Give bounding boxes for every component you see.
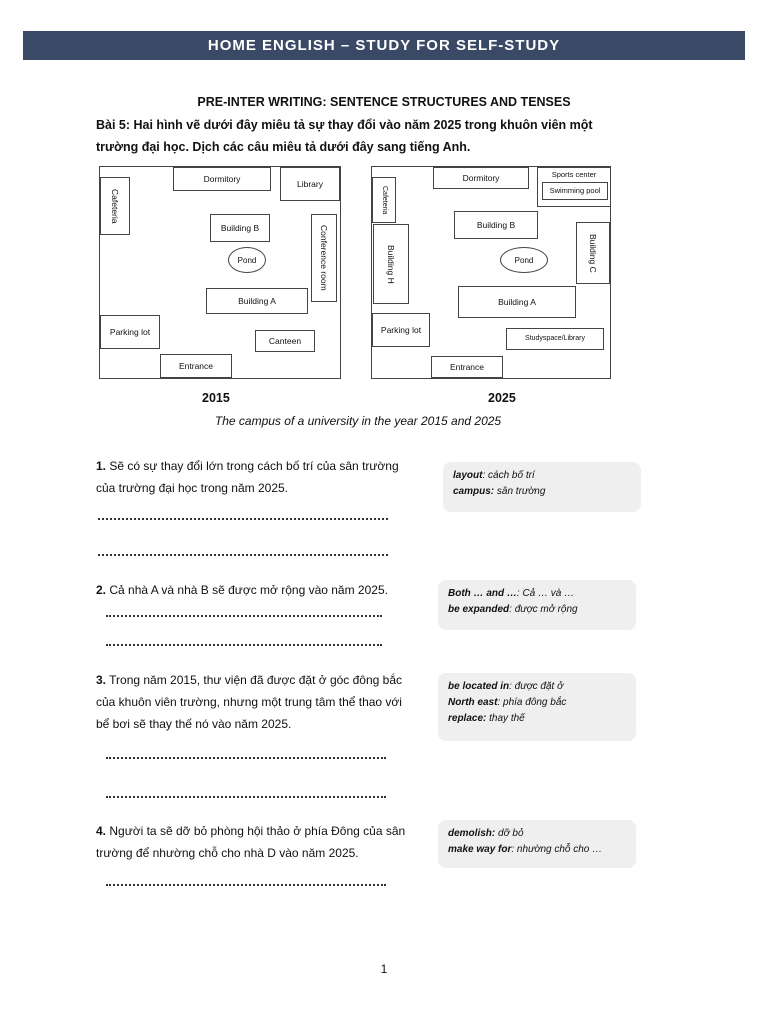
building-a: Building A [206,288,308,314]
conference-room: Conference room [311,214,337,302]
building-b: Building B [454,211,538,239]
question-text: Trong năm 2015, thư viện đã được đặt ở góc đông bắc của khuôn viên trường, nhưng một trung tâm thể thao với bể bơi sẽ thay thế nó vào năm 2025. [96,673,403,731]
swimming-pool: Swimming pool [542,182,608,200]
pond: Pond [228,247,266,273]
hint-line: demolish: dỡ bỏ [448,828,524,839]
canteen: Canteen [255,330,315,352]
question-text: Sẽ có sự thay đổi lớn trong cách bố trí của sân trường của trường đại học trong năm 2025. [96,459,399,495]
vocab-hint-box [438,673,636,741]
answer-line[interactable] [106,644,382,646]
hint-line: replace: thay thế [448,713,525,724]
vocab-hint-box [438,580,636,630]
answer-line[interactable] [106,796,386,798]
page-number: 1 [380,962,388,976]
vocab-hint-box [443,462,641,512]
answer-line[interactable] [106,757,386,759]
hint-line: be located in: được đặt ở [448,681,564,692]
question-4 [96,820,416,864]
year-2015-label: 2015 [202,391,230,405]
parking-lot: Parking lot [100,315,160,349]
worksheet-title: PRE-INTER WRITING: SENTENCE STRUCTURES AND TENSES [197,95,571,109]
building-a: Building A [458,286,576,318]
building-c: Building C [576,222,610,284]
question-3 [96,669,416,735]
answer-line[interactable] [98,554,388,556]
hint-line: Both … and …: Cả … và … [448,588,575,599]
question-number: 1. [96,459,107,473]
dormitory: Dormitory [433,167,529,189]
entrance: Entrance [431,356,503,378]
pond: Pond [500,247,548,273]
entrance: Entrance [160,354,232,378]
exercise-instructions: Bài 5: Hai hình vẽ dưới đây miêu tả sự thay đổi vào năm 2025 trong khuôn viên một trường đại học. Dịch các câu miêu tả dưới đây sang tiếng Anh. [96,118,593,154]
hint-line: be expanded: được mở rộng [448,604,578,615]
parking-lot: Parking lot [372,313,430,347]
campus-map-2015 [99,166,341,379]
dormitory: Dormitory [173,167,271,191]
question-text: Người ta sẽ dỡ bỏ phòng hội thảo ở phía Đông của sân trường để nhường chỗ cho nhà D vào năm 2025. [96,824,406,860]
hint-line: campus: sân trường [453,486,546,497]
building-b: Building B [210,214,270,242]
building-h: Building H [373,224,409,304]
question-number: 4. [96,824,107,838]
year-2025-label: 2025 [488,391,516,405]
answer-line[interactable] [106,884,386,886]
hint-line: North east: phía đông bắc [448,697,567,708]
question-text: Cả nhà A và nhà B sẽ được mở rộng vào năm 2025. [109,583,388,597]
answer-line[interactable] [98,518,388,520]
question-1 [96,455,416,499]
header-banner: HOME ENGLISH – STUDY FOR SELF-STUDY [23,31,745,60]
question-number: 3. [96,673,107,687]
hint-line: layout: cách bố trí [453,470,535,481]
hint-line: make way for: nhường chỗ cho … [448,844,603,855]
question-number: 2. [96,583,107,597]
sports-center-label: Sports center [551,170,597,179]
cafeteria: Cafeteria [100,177,130,235]
question-2 [96,579,416,601]
map-caption: The campus of a university in the year 2015 and 2025 [214,414,502,428]
campus-map-2025 [371,166,611,379]
answer-line[interactable] [106,615,382,617]
cafeteria: Cafeteria [372,177,396,223]
vocab-hint-box [438,820,636,868]
studyspace-library: Studyspace/Library [506,328,604,350]
library: Library [280,167,340,201]
